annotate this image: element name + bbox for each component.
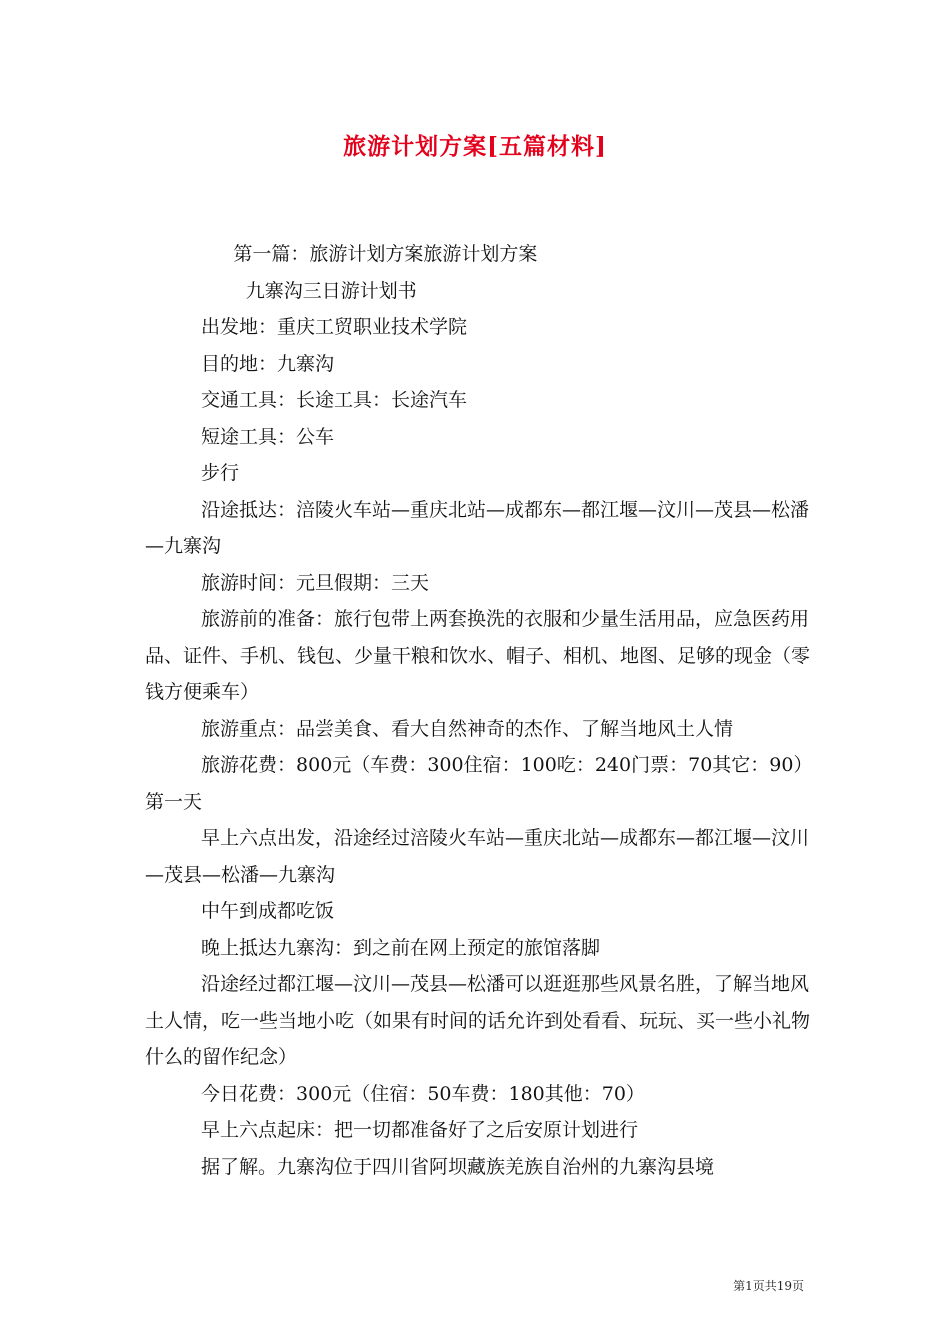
plan-subtitle: 九寨沟三日游计划书: [245, 279, 417, 302]
paragraph: 旅游花费：800元（车费：300住宿：100吃：240门票：70其它：90）第一天: [145, 754, 803, 813]
paragraph: 旅游前的准备：旅行包带上两套换洗的衣服和少量生活用品，应急医药用品、证件、手机、钱包、少量干粮和饮水、帽子、相机、地图、足够的现金（零钱方便乘车）: [145, 608, 811, 703]
paragraph: 今日花费：300元（住宿：50车费：180其他：70）: [201, 1082, 645, 1105]
paragraph: 目的地：九寨沟: [201, 352, 335, 375]
paragraph: 短途工具：公车: [201, 425, 335, 448]
paragraph: 早上六点出发，沿途经过涪陵火车站—重庆北站—成都东—都江堰—汶川—茂县—松潘—九寨沟: [145, 827, 810, 886]
paragraph: 旅游重点：品尝美食、看大自然神奇的杰作、了解当地风土人情: [201, 717, 734, 740]
section-heading: 第一篇：旅游计划方案旅游计划方案: [233, 243, 538, 265]
paragraph: 晚上抵达九寨沟：到之前在网上预定的旅馆落脚: [201, 936, 601, 959]
page-number: 第1页共19页: [733, 1279, 804, 1293]
paragraph: 沿途抵达：涪陵火车站—重庆北站—成都东—都江堰—汶川—茂县—松潘—九寨沟: [145, 498, 810, 557]
paragraph: 沿途经过都江堰—汶川—茂县—松潘可以逛逛那些风景名胜，了解当地风土人情，吃一些当地小吃（如果有时间的话允许到处看看、玩玩、买一些小礼物什么的留作纪念）: [145, 973, 811, 1068]
paragraph: 出发地：重庆工贸职业技术学院: [201, 316, 468, 338]
paragraph: 中午到成都吃饭: [201, 900, 335, 922]
paragraph: 早上六点起床：把一切都准备好了之后安原计划进行: [201, 1119, 639, 1141]
paragraph: 旅游时间：元旦假期：三天: [201, 571, 430, 594]
document-body: [145, 236, 810, 1185]
paragraph: 据了解。九寨沟位于四川省阿坝藏族羌族自治州的九寨沟县境: [201, 1155, 715, 1178]
paragraph: 步行: [201, 462, 240, 484]
paragraph: 交通工具：长途工具：长途汽车: [201, 389, 468, 411]
document-title: 旅游计划方案[五篇材料]: [343, 133, 607, 160]
